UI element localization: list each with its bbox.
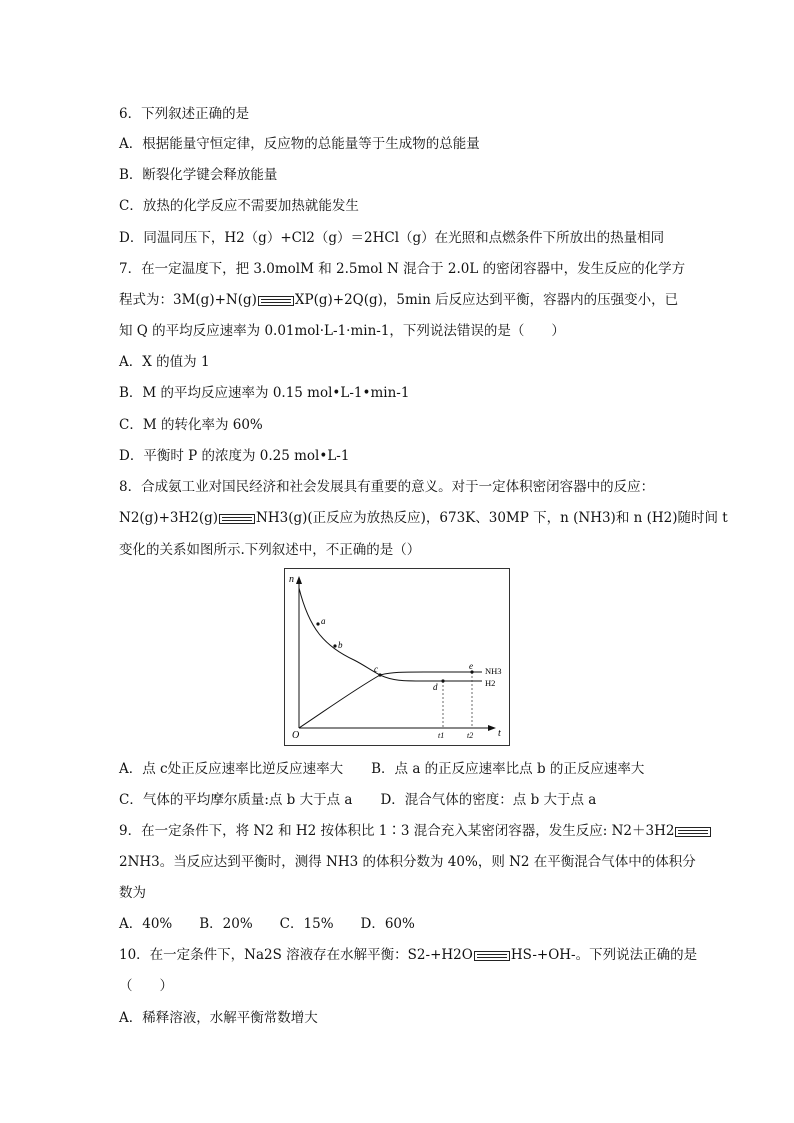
n-vs-t-graph — [284, 568, 510, 746]
q8-options-ab — [119, 760, 644, 778]
q6-option-c: C．放热的化学反应不需要加热就能发生 — [119, 198, 359, 214]
q6-option-b: B．断裂化学键会释放能量 — [119, 167, 278, 183]
q8-option-c: C．气体的平均摩尔质量:点 b 大于点 a — [119, 792, 353, 808]
q7-stem-line1: 7．在一定温度下，把 3.0molM 和 2.5mol N 混合于 2.0L 的密闭容器中，发生反应的化学方 — [119, 261, 686, 277]
q7-stem-line2 — [119, 291, 678, 309]
point-a — [316, 622, 319, 625]
q8-reactants: N2(g)+3H2(g) — [119, 510, 219, 526]
q9-options: A．40% B．20% C．15% D．60% — [119, 916, 415, 932]
point-e-label: e — [469, 661, 473, 671]
q7-option-d: D．平衡时 P 的浓度为 0.25 mol•L-1 — [119, 448, 350, 464]
q6-option-d: D．同温同压下，H2（g）+Cl2（g）＝2HCl（g）在光照和点燃条件下所放出的热量相同 — [119, 230, 665, 246]
x-axis-label: t — [498, 728, 501, 739]
q7-option-c: C．M 的转化率为 60% — [119, 417, 263, 433]
t2-label: t2 — [467, 731, 474, 740]
point-c-label: c — [374, 664, 378, 674]
q7-products: XP(g)+2Q(g)，5min 后反应达到平衡，容器内的压强变小，已 — [294, 292, 679, 308]
t1-label: t1 — [438, 731, 445, 740]
equilibrium-arrow-icon — [258, 296, 294, 306]
q8-stem-line2 — [119, 509, 728, 527]
point-d — [441, 679, 444, 682]
q9-stem-line3: 数为 — [119, 885, 146, 901]
q10-stem-line2: （ ） — [119, 978, 173, 994]
h2-curve — [299, 588, 482, 681]
q10-reactants: 10．在一定条件下，Na2S 溶液存在水解平衡：S2-+H2O — [119, 947, 473, 963]
graph-frame — [285, 569, 510, 746]
q7-option-a: A．X 的值为 1 — [119, 354, 210, 370]
q8-options-cd — [119, 791, 596, 809]
q8-stem-line1: 8．合成氨工业对国民经济和社会发展具有重要的意义。对于一定体积密闭容器中的反应： — [119, 479, 655, 495]
q10-option-a: A．稀释溶液，水解平衡常数增大 — [119, 1010, 318, 1026]
point-d-label: d — [433, 682, 438, 692]
q10-products: HS-+OH-。下列说法正确的是 — [510, 947, 698, 963]
x-axis-arrow-icon — [488, 725, 496, 731]
q8-option-b: B．点 a 的正反应速率比点 b 的正反应速率大 — [371, 761, 645, 777]
equilibrium-arrow-icon — [675, 827, 711, 837]
q7-option-b: B．M 的平均反应速率为 0.15 mol•L-1•min-1 — [119, 385, 410, 401]
equilibrium-arrow-icon — [474, 951, 510, 961]
y-axis-arrow-icon — [296, 576, 302, 584]
q8-stem-line3: 变化的关系如图所示.下列叙述中，不正确的是（） — [119, 542, 421, 558]
q8-products: NH3(g)(正反应为放热反应)，673K、30MP 下，n (NH3)和 n (H2)随时间 t — [256, 510, 728, 526]
point-b — [333, 644, 336, 647]
q8-option-d: D．混合气体的密度：点 b 大于点 a — [380, 792, 597, 808]
q7-reactants: 程式为：3M(g)+N(g) — [119, 292, 257, 308]
q9-stem-line1 — [119, 822, 712, 840]
equilibrium-arrow-icon — [219, 514, 255, 524]
nh3-curve — [299, 672, 482, 728]
point-c — [378, 673, 381, 676]
q10-stem-line1 — [119, 946, 697, 964]
nh3-label: NH3 — [485, 666, 502, 676]
point-b-label: b — [338, 640, 343, 650]
q9-stem-line2: 2NH3。当反应达到平衡时，测得 NH3 的体积分数为 40%，则 N2 在平衡混合气体中的体积分 — [119, 854, 696, 870]
q6-stem: 6．下列叙述正确的是 — [119, 106, 250, 122]
q9-stem-text: 9．在一定条件下，将 N2 和 H2 按体积比 1∶3 混合充入某密闭容器，发生反应: N2＋3H2 — [119, 823, 675, 839]
y-axis-label: n — [289, 574, 294, 585]
origin-label: O — [292, 730, 300, 741]
point-a-label: a — [321, 616, 326, 626]
h2-label: H2 — [485, 678, 496, 688]
q8-option-a: A．点 c处正反应速率比逆反应速率大 — [119, 761, 344, 777]
q7-stem-line3: 知 Q 的平均反应速率为 0.01mol·L-1·min-1，下列说法错误的是（ ） — [119, 323, 565, 339]
q6-option-a: A．根据能量守恒定律，反应物的总能量等于生成物的总能量 — [119, 136, 480, 152]
